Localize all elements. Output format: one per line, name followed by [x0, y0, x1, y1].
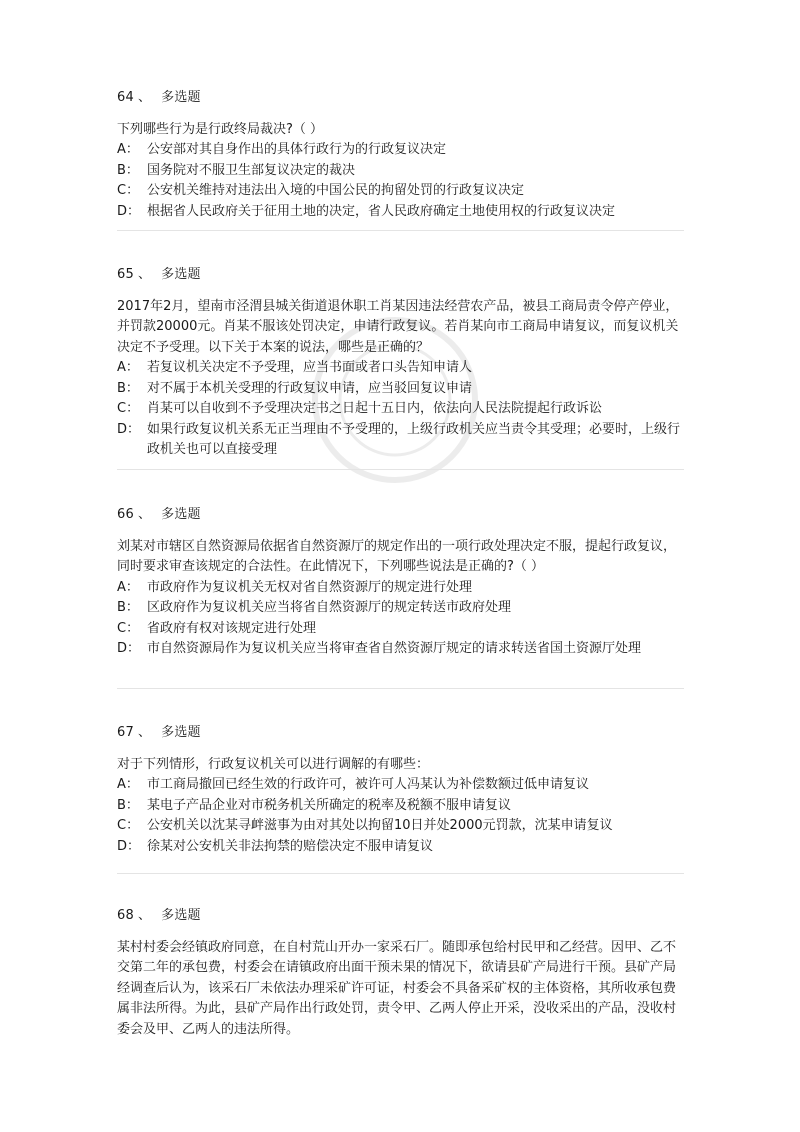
question-type: 多选题	[161, 725, 201, 740]
question-66	[117, 505, 687, 660]
option-c	[117, 619, 687, 640]
option-text: 肖某可以自收到不予受理决定书之日起十五日内，依法向人民法院提起行政诉讼	[147, 401, 603, 416]
question-separator: 、	[137, 908, 152, 923]
option-a	[117, 358, 687, 379]
option-b	[117, 796, 687, 817]
option-letter: D：	[117, 203, 141, 219]
question-number: 66	[117, 507, 134, 522]
option-letter: A：	[117, 142, 139, 157]
question-header	[117, 723, 687, 744]
question-stem: 下列哪些行为是行政终局裁决?（ ）	[117, 121, 324, 137]
question-number: 68	[117, 908, 134, 923]
option-d	[117, 837, 687, 858]
question-divider	[117, 230, 684, 231]
option-b	[117, 161, 687, 182]
question-68	[117, 906, 687, 1040]
question-separator: 、	[137, 507, 152, 522]
option-text: 某电子产品企业对市税务机关所确定的税率及税额不服申请复议	[147, 797, 512, 813]
question-type: 多选题	[161, 267, 201, 282]
option-text: 根据省人民政府关于征用土地的决定，省人民政府确定土地使用权的行政复议决定	[147, 203, 616, 219]
question-number: 65	[117, 267, 134, 282]
option-text: 区政府作为复议机关应当将省自然资源厅的规定转送市政府处理	[147, 600, 512, 615]
question-stem: 刘某对市辖区自然资源局依据省自然资源厅的规定作出的一项行政处理决定不服，提起行政复议，同时要求审查该规定的合法性。在此情况下，下列哪些说法是正确的?（ ）	[117, 538, 677, 574]
option-a	[117, 140, 687, 161]
option-text: 市自然资源局作为复议机关应当将审查省自然资源厅规定的请求转送省国土资源厅处理	[147, 641, 642, 656]
option-text: 公安机关维持对违法出入境的中国公民的拘留处罚的行政复议决定	[147, 183, 525, 198]
question-separator: 、	[137, 267, 152, 282]
option-letter: B：	[117, 797, 139, 813]
question-header	[117, 88, 687, 109]
question-64	[117, 88, 687, 222]
option-text: 如果行政复议机关系无正当理由不予受理的，上级行政机关应当责令其受理；必要时，上级行政机关也可以直接受理	[147, 421, 681, 457]
question-number: 64	[117, 90, 134, 105]
option-letter: A：	[117, 777, 139, 792]
question-stem: 某村村委会经镇政府同意，在自村荒山开办一家采石厂。随即承包给村民甲和乙经营。因甲、乙不交第二年的承包费，村委会在请镇政府出面干预未果的情况下，欲请县矿产局进行干预。县矿产局经调查后认为，该采石厂未依法办理采矿许可证，村委会不具备采矿权的主体资格，其所收承包费属非法所得。为此，县矿产局作出行政处罚，责令甲、乙两人停止开采，没收采出的产品，没收村委会及甲、乙两人的违法所得。	[117, 939, 677, 1037]
question-header	[117, 906, 687, 927]
option-letter: A：	[117, 579, 139, 595]
option-text: 对不属于本机关受理的行政复议申请，应当驳回复议申请	[147, 380, 473, 396]
option-text: 若复议机关决定不予受理，应当书面或者口头告知申请人	[147, 360, 473, 375]
option-c	[117, 399, 687, 420]
question-stem: 2017年2月，望南市泾渭县城关街道退休职工肖某因违法经营农产品，被县工商局责令停产停业，并罚款20000元。肖某不服该处罚决定，申请行政复议。若肖某向市工商局申请复议，而复议机关决定不予受理。以下关于本案的说法，哪些是正确的？	[117, 298, 679, 355]
option-letter: C：	[117, 183, 140, 198]
option-b	[117, 598, 687, 619]
question-divider	[117, 873, 684, 874]
option-d	[117, 420, 687, 461]
question-divider	[117, 688, 684, 689]
option-text: 公安部对其自身作出的具体行政行为的行政复议决定	[147, 142, 447, 157]
option-a	[117, 578, 687, 599]
option-text: 国务院对不服卫生部复议决定的裁决	[147, 162, 356, 178]
option-letter: C：	[117, 818, 140, 833]
question-type: 多选题	[161, 90, 201, 105]
question-header	[117, 265, 687, 286]
option-b	[117, 379, 687, 400]
question-67	[117, 723, 687, 857]
option-text: 市政府作为复议机关无权对省自然资源厅的规定进行处理	[147, 579, 473, 595]
option-d	[117, 202, 687, 223]
option-letter: D：	[117, 421, 141, 437]
option-letter: B：	[117, 162, 139, 178]
question-number: 67	[117, 725, 134, 740]
option-c	[117, 816, 687, 837]
question-separator: 、	[137, 725, 152, 740]
question-header	[117, 505, 687, 526]
option-letter: C：	[117, 401, 140, 416]
option-c	[117, 181, 687, 202]
question-65	[117, 265, 687, 461]
option-d	[117, 639, 687, 660]
option-text: 公安机关以沈某寻衅滋事为由对其处以拘留10日并处2000元罚款，沈某申请复议	[147, 818, 613, 833]
option-letter: D：	[117, 838, 141, 854]
option-letter: D：	[117, 641, 141, 656]
option-text: 徐某对公安机关非法拘禁的赔偿决定不服申请复议	[147, 838, 434, 854]
option-letter: B：	[117, 380, 139, 396]
question-type: 多选题	[161, 507, 201, 522]
question-stem: 对于下列情形，行政复议机关可以进行调解的有哪些：	[117, 756, 430, 772]
option-letter: B：	[117, 600, 139, 615]
question-divider	[117, 469, 684, 470]
question-type: 多选题	[161, 908, 201, 923]
option-letter: A：	[117, 360, 139, 375]
option-a	[117, 775, 687, 796]
option-text: 市工商局撤回已经生效的行政许可，被许可人冯某认为补偿数额过低申请复议	[147, 777, 590, 792]
question-separator: 、	[137, 90, 152, 105]
option-letter: C：	[117, 620, 140, 636]
option-text: 省政府有权对该规定进行处理	[147, 620, 317, 636]
